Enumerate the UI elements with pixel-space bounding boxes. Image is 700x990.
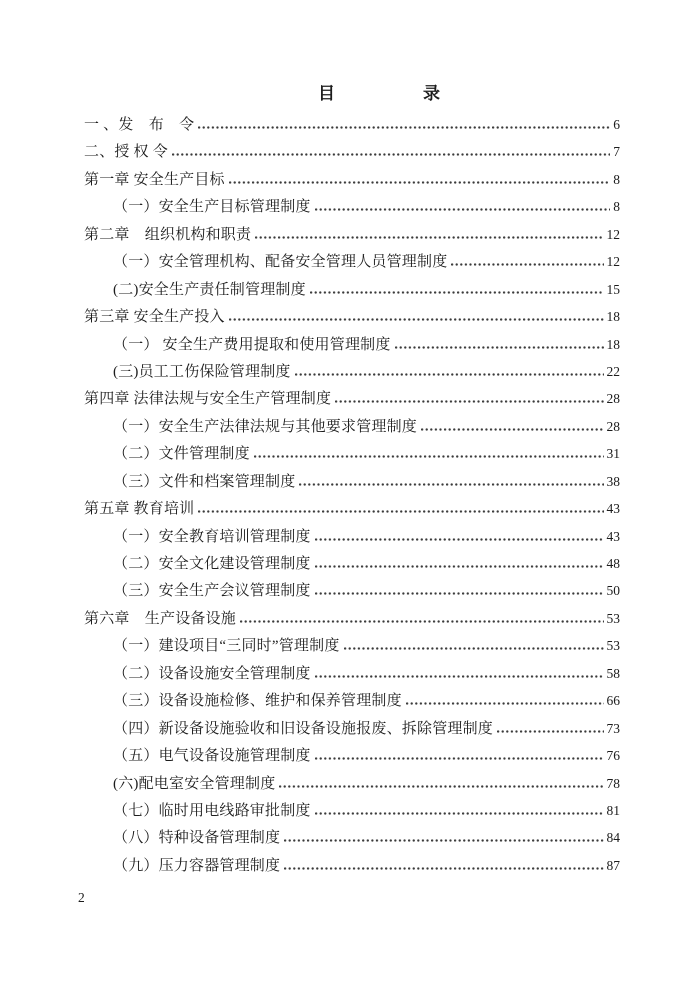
toc-entry-page-number: 84 [606, 830, 620, 846]
dot-leader [335, 400, 603, 403]
dot-leader [172, 153, 610, 156]
toc-title-char-2: 录 [423, 84, 440, 103]
toc-entry-text: （三）文件和档案管理制度 [113, 473, 296, 490]
toc-entry-text: （四）新设备设施验收和旧设备设施报废、拆除管理制度 [113, 720, 494, 737]
dot-leader [240, 620, 603, 623]
toc-entry-1 [84, 111, 620, 138]
page-number-footer: 2 [78, 890, 85, 905]
toc-entry-22 [84, 687, 620, 714]
toc-entry-13 [84, 440, 620, 467]
toc-entry-page-number: 43 [606, 528, 620, 544]
toc-entry-page-number: 81 [606, 802, 620, 818]
dot-leader [315, 208, 611, 211]
toc-entry-9 [84, 331, 620, 358]
toc-entry-text: 第一章 安全生产目标 [84, 171, 225, 188]
toc-entry-16 [84, 523, 620, 550]
toc-entry-page-number: 43 [606, 501, 620, 517]
toc-title [318, 84, 440, 104]
toc-list [84, 111, 620, 879]
dot-leader [198, 126, 610, 129]
toc-entry-20 [84, 632, 620, 659]
toc-entry-text: （五）电气设备设施管理制度 [113, 748, 311, 765]
toc-entry-page-number: 12 [606, 254, 620, 270]
toc-entry-text: （二）设备设施安全管理制度 [113, 665, 311, 682]
dot-leader [279, 785, 603, 788]
toc-entry-text: (二)安全生产责任制管理制度 [113, 281, 306, 298]
toc-entry-page-number: 87 [606, 857, 620, 873]
toc-entry-18 [84, 577, 620, 604]
toc-entry-17 [84, 550, 620, 577]
toc-entry-text: 第六章 生产设备设施 [84, 610, 237, 627]
dot-leader [310, 291, 604, 294]
toc-entry-page-number: 53 [606, 610, 620, 626]
toc-entry-4 [84, 193, 620, 220]
toc-entry-page-number: 18 [606, 336, 620, 352]
toc-entry-text: （一）建设项目“三同时”管理制度 [113, 638, 340, 655]
toc-entry-text: 第五章 教育培训 [84, 501, 195, 518]
toc-entry-text: 二、授 权 令 [84, 144, 168, 161]
toc-entry-19 [84, 605, 620, 632]
toc-entry-page-number: 58 [606, 665, 620, 681]
toc-entry-page-number: 53 [606, 638, 620, 654]
toc-entry-page-number: 78 [606, 775, 620, 791]
toc-entry-24 [84, 742, 620, 769]
toc-entry-7 [84, 276, 620, 303]
toc-entry-page-number: 8 [613, 171, 620, 187]
dot-leader [406, 702, 604, 705]
toc-entry-page-number: 8 [613, 199, 620, 215]
toc-entry-page-number: 12 [606, 226, 620, 242]
dot-leader [421, 428, 603, 431]
toc-entry-page-number: 66 [606, 693, 620, 709]
toc-entry-3 [84, 166, 620, 193]
toc-entry-text: 第四章 法律法规与安全生产管理制度 [84, 391, 332, 408]
toc-entry-text: （一）安全管理机构、配备安全管理人员管理制度 [113, 254, 448, 271]
toc-title-char-1: 目 [318, 84, 335, 103]
toc-entry-text: （一）安全教育培训管理制度 [113, 528, 311, 545]
toc-entry-text: （一） 安全生产费用提取和使用管理制度 [113, 336, 391, 353]
toc-entry-text: （九）压力容器管理制度 [113, 857, 281, 874]
toc-entry-page-number: 48 [606, 556, 620, 571]
dot-leader [395, 346, 604, 349]
dot-leader [198, 510, 603, 513]
dot-leader [315, 592, 604, 595]
toc-entry-text: 第二章 组织机构和职责 [84, 226, 252, 243]
toc-entry-12 [84, 413, 620, 440]
toc-entry-page-number: 38 [606, 473, 620, 489]
dot-leader [497, 730, 603, 733]
toc-entry-page-number: 31 [606, 446, 620, 462]
toc-entry-28 [84, 852, 620, 879]
toc-entry-page-number: 28 [606, 418, 620, 434]
toc-entry-14 [84, 468, 620, 495]
dot-leader [451, 263, 603, 266]
toc-entry-page-number: 28 [606, 391, 620, 407]
toc-entry-text: （三）设备设施检修、维护和保养管理制度 [113, 693, 402, 710]
toc-entry-text: (三)员工工伤保险管理制度 [113, 363, 291, 380]
dot-leader [229, 181, 610, 184]
toc-entry-page-number: 50 [606, 583, 620, 599]
toc-entry-10 [84, 358, 620, 385]
dot-leader [229, 318, 604, 321]
toc-entry-text: （三）安全生产会议管理制度 [113, 583, 311, 600]
toc-entry-text: （七）临时用电线路审批制度 [113, 802, 311, 819]
toc-entry-6 [84, 248, 620, 275]
dot-leader [315, 565, 604, 568]
dot-leader [315, 812, 604, 815]
dot-leader [255, 236, 603, 239]
dot-leader [284, 839, 603, 842]
toc-entry-text: 一 、发 布 令 [84, 117, 195, 133]
dot-leader [315, 757, 604, 760]
toc-entry-27 [84, 824, 620, 851]
toc-entry-text: （二）安全文化建设管理制度 [113, 556, 311, 572]
toc-entry-page-number: 18 [606, 309, 620, 325]
toc-entry-25 [84, 770, 620, 797]
toc-entry-15 [84, 495, 620, 522]
toc-entry-text: (六)配电室安全管理制度 [113, 775, 276, 792]
toc-entry-26 [84, 797, 620, 824]
dot-leader [254, 455, 604, 458]
toc-entry-page-number: 73 [606, 720, 620, 736]
dot-leader [315, 538, 604, 541]
toc-entry-23 [84, 715, 620, 742]
toc-entry-8 [84, 303, 620, 330]
toc-entry-page-number: 15 [606, 281, 620, 297]
toc-entry-page-number: 76 [606, 748, 620, 764]
toc-entry-text: （八）特种设备管理制度 [113, 830, 281, 847]
toc-entry-page-number: 7 [613, 144, 620, 160]
toc-entry-21 [84, 660, 620, 687]
dot-leader [284, 867, 603, 870]
toc-entry-text: 第三章 安全生产投入 [84, 309, 225, 326]
toc-entry-2 [84, 138, 620, 165]
dot-leader [344, 647, 604, 650]
toc-entry-text: （二）文件管理制度 [113, 446, 250, 463]
toc-entry-page-number: 22 [606, 363, 620, 379]
dot-leader [315, 675, 604, 678]
toc-entry-page-number: 6 [613, 117, 620, 132]
toc-entry-11 [84, 385, 620, 412]
dot-leader [295, 373, 604, 376]
dot-leader [299, 483, 603, 486]
toc-entry-text: （一）安全生产目标管理制度 [113, 199, 311, 216]
toc-entry-5 [84, 221, 620, 248]
toc-entry-text: （一）安全生产法律法规与其他要求管理制度 [113, 418, 418, 435]
